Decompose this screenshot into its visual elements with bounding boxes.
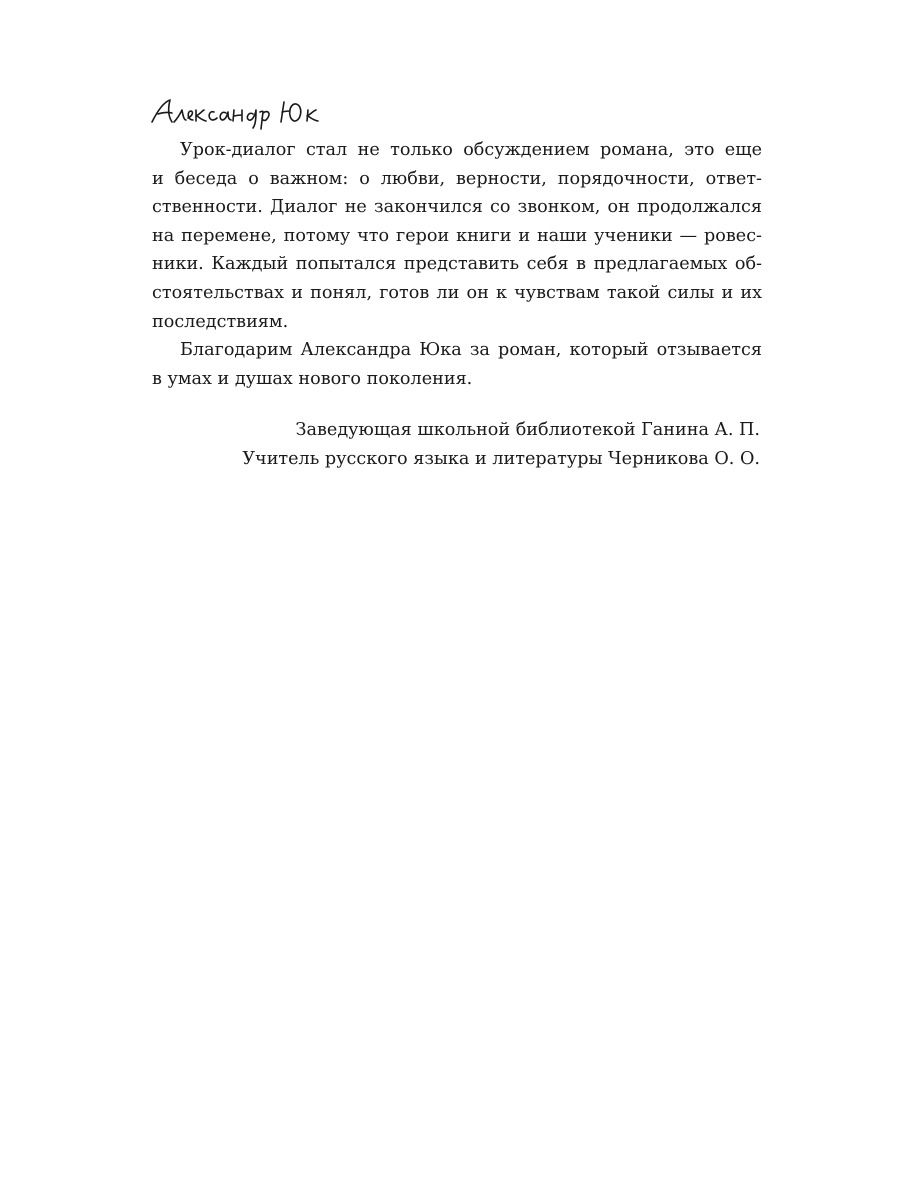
credits-block <box>242 416 760 474</box>
text-line: последствиям. <box>152 311 289 332</box>
text-line: на перемене, потому что герои книги и наши ученики — ровес- <box>152 225 762 246</box>
text-line: стоятельствах и понял, готов ли он к чувствам такой силы и их <box>152 282 762 303</box>
text-line: в умах и душах нового поколения. <box>152 368 473 389</box>
handwritten-signature-image <box>150 96 330 130</box>
main-text <box>152 136 762 393</box>
author-signature <box>150 96 330 130</box>
text-line: Урок-диалог стал не только обсуждением романа, это еще <box>180 140 762 160</box>
credit-teacher: Учитель русского языка и литературы Черникова О. О. <box>242 449 760 469</box>
text-line: и беседа о важном: о любви, верности, порядочности, ответ- <box>152 168 762 189</box>
text-line: ники. Каждый попытался представить себя в предлагаемых об- <box>152 254 762 275</box>
paragraph-lesson-dialogue <box>152 136 762 336</box>
credit-librarian: Заведующая школьной библиотекой Ганина А. П. <box>295 420 760 440</box>
paragraph-gratitude <box>152 336 762 393</box>
text-line: ственности. Диалог не закончился со звонком, он продолжался <box>152 197 762 218</box>
text-line: Благодарим Александра Юка за роман, который отзывается <box>180 340 762 361</box>
